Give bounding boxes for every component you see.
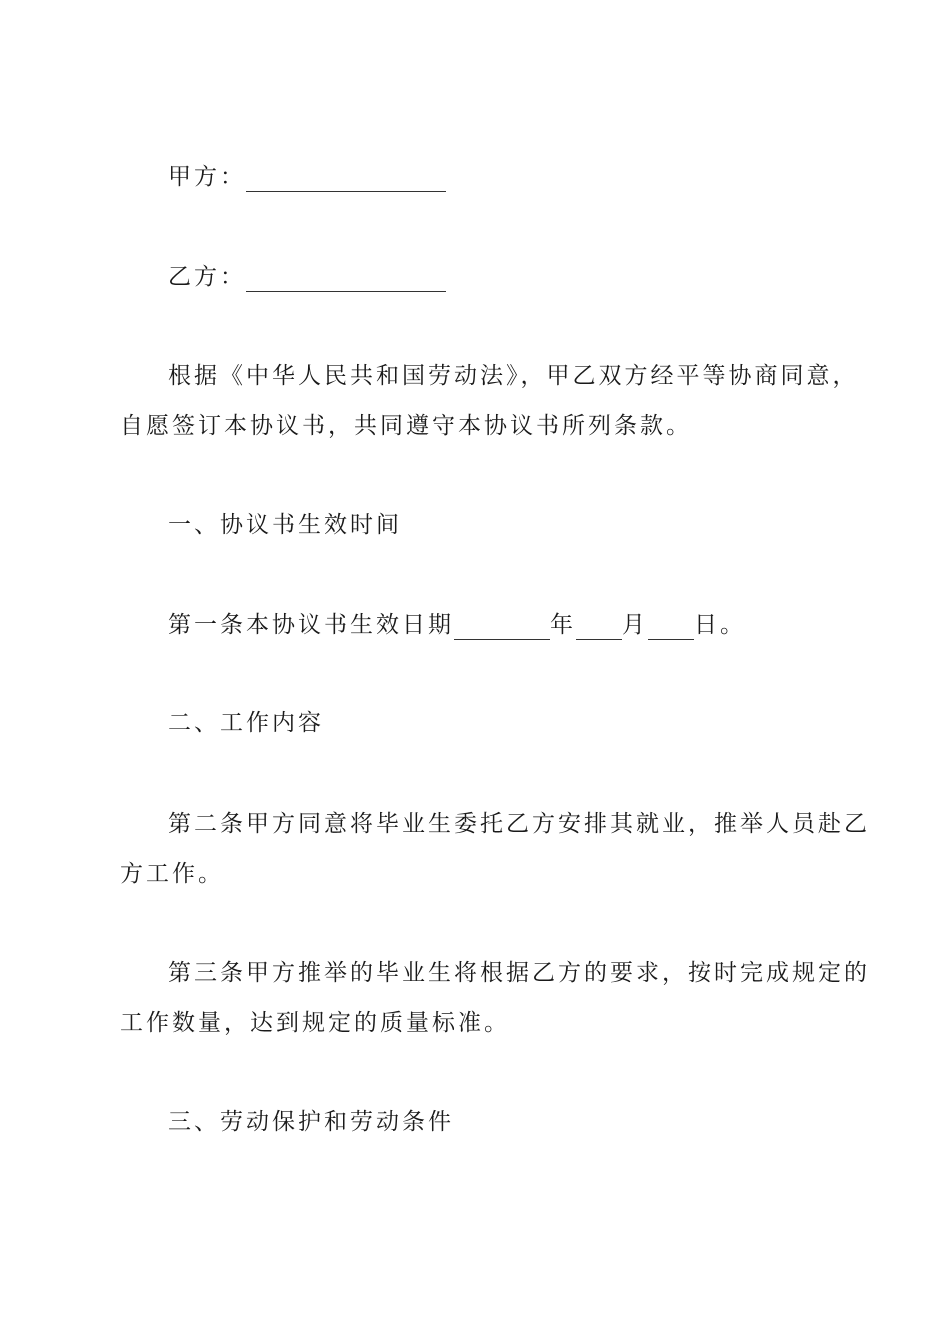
party-b-label: 乙方： [168,264,246,290]
article-3-line-1: 第三条甲方推举的毕业生将根据乙方的要求，按时完成规定的 [168,960,870,986]
month-blank[interactable] [576,609,622,640]
party-a-blank[interactable] [246,161,446,192]
section-3-heading: 三、劳动保护和劳动条件 [168,1109,454,1135]
party-b-blank[interactable] [246,261,446,292]
year-blank[interactable] [454,609,550,640]
intro-line-2: 自愿签订本协议书，共同遵守本协议书所列条款。 [120,413,692,439]
intro-line-1: 根据《中华人民共和国劳动法》，甲乙双方经平等协商同意， [168,363,859,389]
section-1-heading: 一、协议书生效时间 [168,512,402,538]
day-blank[interactable] [648,609,694,640]
party-a-label: 甲方： [168,164,246,190]
article-2-line-1: 第二条甲方同意将毕业生委托乙方安排其就业，推举人员赴乙 [168,811,870,837]
year-label: 年 [550,612,576,638]
article-1-prefix: 第一条本协议书生效日期 [168,612,454,638]
article-3-line-2: 工作数量，达到规定的质量标准。 [120,1010,510,1036]
day-label: 日。 [694,612,746,638]
article-1-line [120,600,830,650]
month-label: 月 [622,612,648,638]
section-2-heading: 二、工作内容 [168,710,324,736]
party-a-line [120,152,830,202]
article-2-line-2: 方工作。 [120,861,224,887]
party-b-line [120,252,830,302]
